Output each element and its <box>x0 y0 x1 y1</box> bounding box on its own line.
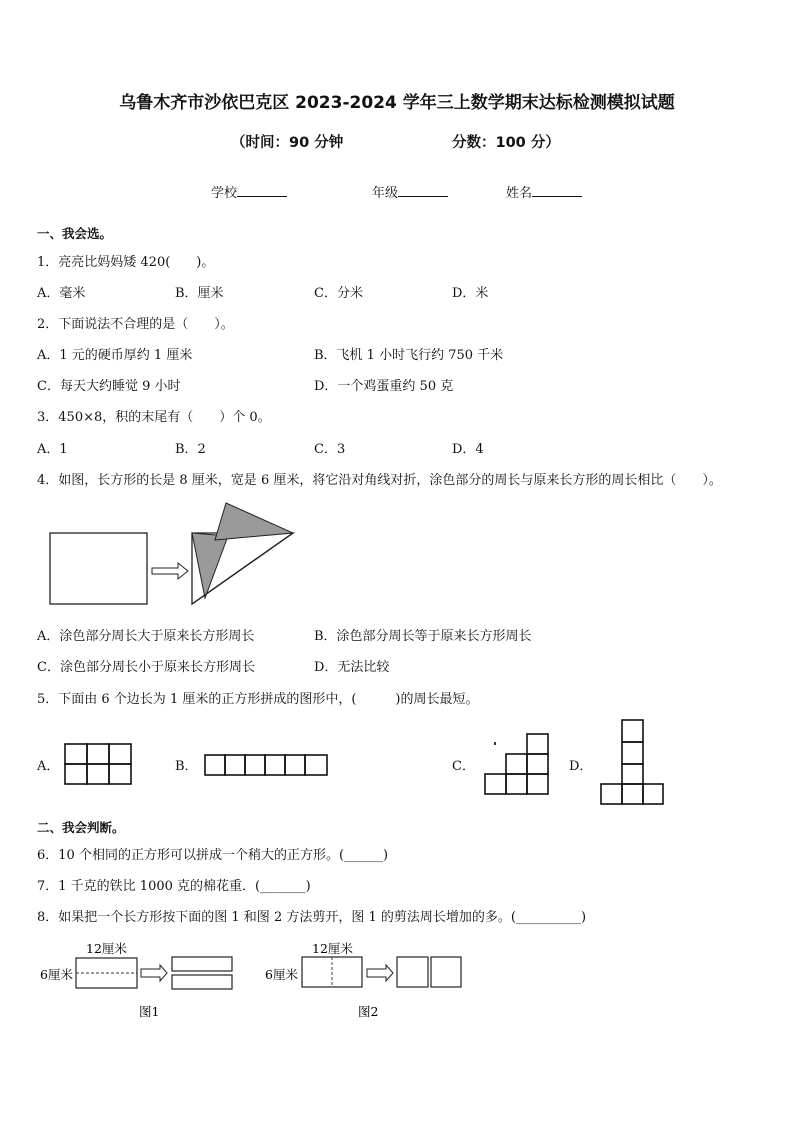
q8-stem: 8．如果把一个长方形按下面的图 1 和图 2 方法剪开，图 1 的剪法周长增加的多。(__________) <box>37 910 587 925</box>
q4-stem: 4．如图，长方形的长是 8 厘米，宽是 6 厘米，将它沿对角线对折，涂色部分的周长与原来长方形的周长相比（ ）。 <box>37 473 722 488</box>
q1-stem: 1．亮亮比妈妈矮 420( )。 <box>37 255 215 270</box>
fig2-arrow-icon <box>367 965 393 981</box>
exam-time: （时间：90 分钟 <box>231 135 344 151</box>
fig1-arrow-icon <box>141 965 167 981</box>
q8-figure-2 <box>265 941 461 1019</box>
fig1-piece-top <box>172 957 232 971</box>
q1-option-a[interactable]: A．毫米 <box>37 286 86 301</box>
q5-label-d[interactable]: D． <box>569 759 593 774</box>
q6-stem: 6．10 个相同的正方形可以拼成一个稍大的正方形。(______) <box>37 848 389 863</box>
school-label: 学校 <box>211 186 238 201</box>
section-2-title: 二、我会判断。 <box>37 820 125 835</box>
fig2-caption: 图2 <box>358 1004 379 1019</box>
fig2-piece-left <box>397 957 428 987</box>
q4-option-c[interactable]: C．涂色部分周长小于原来长方形周长 <box>37 660 255 675</box>
fig1-length-label: 12厘米 <box>86 941 127 956</box>
fig2-length-label: 12厘米 <box>312 941 353 956</box>
page-title: 乌鲁木齐市沙依巴克区 2023-2024 学年三上数学期末达标检测模拟试题 <box>119 93 675 113</box>
fig2-width-label: 6厘米 <box>265 967 298 982</box>
q4-option-b[interactable]: B．涂色部分周长等于原来长方形周长 <box>314 629 532 644</box>
q4-option-a[interactable]: A．涂色部分周长大于原来长方形周长 <box>37 629 255 644</box>
fig1-piece-bottom <box>172 975 232 989</box>
fig1-caption: 图1 <box>139 1004 160 1019</box>
q7-stem: 7．1 千克的铁比 1000 克的棉花重．(_______) <box>37 879 311 894</box>
q2-option-a[interactable]: A．1 元的硬币厚约 1 厘米 <box>37 348 193 363</box>
q1-option-d[interactable]: D．米 <box>452 286 489 301</box>
q5-label-b[interactable]: B． <box>175 759 198 774</box>
q3-option-b[interactable]: B．2 <box>175 442 206 457</box>
exam-score: 分数：100 分） <box>452 135 560 151</box>
q2-option-c[interactable]: C．每天大约睡觉 9 小时 <box>37 379 181 394</box>
q3-option-d[interactable]: D．4 <box>452 442 484 457</box>
q5-stem: 5．下面由 6 个边长为 1 厘米的正方形拼成的图形中，( )的周长最短。 <box>37 692 479 707</box>
fig2-piece-right <box>431 957 461 987</box>
grade-label: 年级 <box>372 186 399 201</box>
q1-option-b[interactable]: B．厘米 <box>175 286 224 301</box>
q3-option-a[interactable]: A．1 <box>37 442 68 457</box>
q2-option-b[interactable]: B．飞机 1 小时飞行约 750 千米 <box>314 348 504 363</box>
q4-option-d[interactable]: D．无法比较 <box>314 660 390 675</box>
q1-option-c[interactable]: C．分米 <box>314 286 363 301</box>
q5-label-a[interactable]: A． <box>37 759 60 774</box>
q2-option-d[interactable]: D．一个鸡蛋重约 50 克 <box>314 379 454 394</box>
q3-option-c[interactable]: C．3 <box>314 442 346 457</box>
section-1-title: 一、我会选。 <box>37 226 113 241</box>
q2-stem: 2．下面说法不合理的是（ ）。 <box>37 317 234 332</box>
name-label: 姓名 <box>506 186 533 201</box>
q3-stem: 3．450×8，积的末尾有（ ）个 0。 <box>37 410 271 425</box>
fig1-width-label: 6厘米 <box>40 967 73 982</box>
q8-figure-1 <box>40 941 232 1019</box>
q5-label-c[interactable]: C． <box>452 759 475 774</box>
